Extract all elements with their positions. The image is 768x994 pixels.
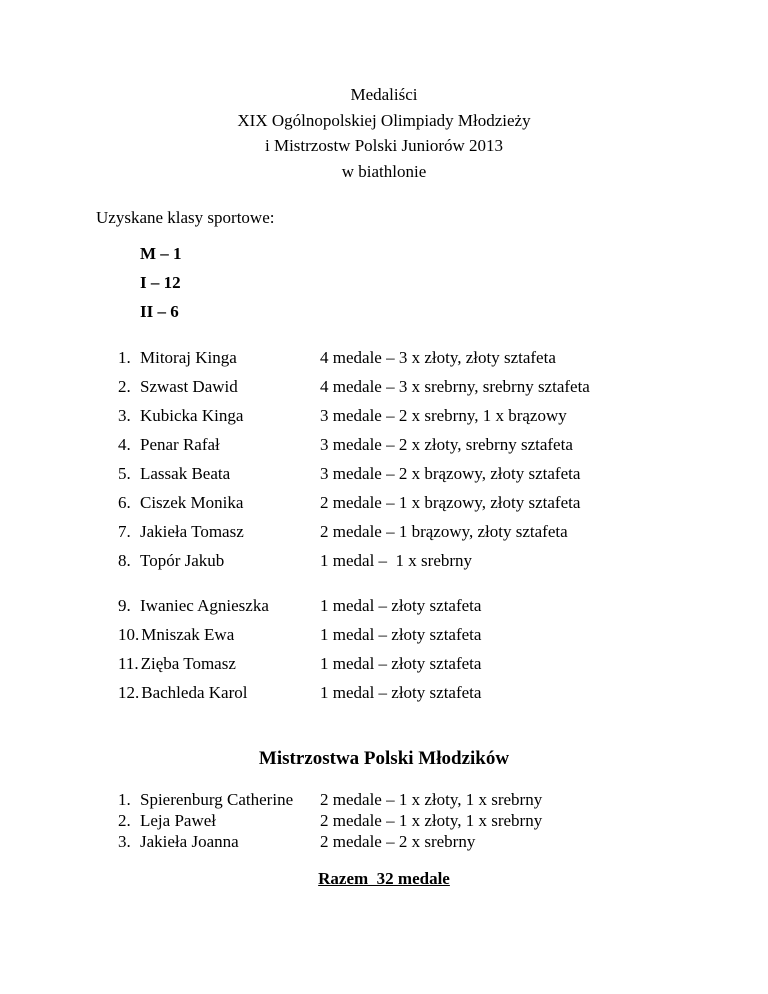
medalist-row	[118, 654, 672, 683]
sport-classes-list	[140, 244, 672, 322]
row-number: 11.	[118, 654, 139, 673]
title-line-4: w biathlonie	[341, 161, 427, 181]
row-number: 4.	[118, 435, 131, 454]
medalists-list	[118, 348, 672, 712]
row-number: 1.	[118, 348, 131, 367]
athlete-name: Lassak Beata	[140, 464, 231, 483]
row-number: 3.	[118, 406, 131, 425]
row-number: 2.	[118, 811, 131, 830]
medalist-row	[118, 596, 672, 625]
medal-result: 2 medale – 1 x brązowy, złoty sztafeta	[320, 493, 581, 512]
medal-result: 4 medale – 3 x srebrny, srebrny sztafeta	[320, 377, 590, 396]
medalist-row	[118, 406, 672, 435]
medal-result: 1 medal – złoty sztafeta	[320, 654, 482, 673]
medal-result: 1 medal – złoty sztafeta	[320, 596, 482, 615]
athlete-name: Mitoraj Kinga	[140, 348, 237, 367]
medal-result: 1 medal – złoty sztafeta	[320, 625, 482, 644]
medalist-row	[118, 493, 672, 522]
athlete-name: Zięba Tomasz	[140, 654, 236, 673]
athlete-name: Iwaniec Agnieszka	[140, 596, 269, 615]
athlete-name: Ciszek Monika	[140, 493, 244, 512]
row-number: 2.	[118, 377, 131, 396]
medalist-row	[118, 464, 672, 493]
medal-result: 3 medale – 2 x złoty, srebrny sztafeta	[320, 435, 573, 454]
document-title	[96, 82, 672, 184]
medalist-row	[118, 348, 672, 377]
medalist-row	[118, 435, 672, 464]
row-number: 5.	[118, 464, 131, 483]
medal-result: 1 medal – 1 x srebrny	[320, 551, 473, 570]
athlete-name: Kubicka Kinga	[140, 406, 244, 425]
athlete-name: Szwast Dawid	[140, 377, 238, 396]
medal-result: 1 medal – złoty sztafeta	[320, 683, 482, 702]
medal-result: 4 medale – 3 x złoty, złoty sztafeta	[320, 348, 556, 367]
sport-class-i: I – 12	[140, 273, 181, 292]
list-gap	[118, 580, 672, 596]
row-number: 3.	[118, 832, 131, 851]
medalist-row	[118, 790, 672, 811]
athlete-name: Spierenburg Catherine	[140, 790, 294, 809]
athlete-name: Leja Paweł	[140, 811, 216, 830]
row-number: 6.	[118, 493, 131, 512]
athlete-name: Penar Rafał	[140, 435, 220, 454]
youth-medalists-list	[118, 790, 672, 853]
row-number: 8.	[118, 551, 131, 570]
medalist-row	[118, 625, 672, 654]
row-number: 9.	[118, 596, 131, 615]
sport-classes-label: Uzyskane klasy sportowe:	[96, 208, 275, 227]
athlete-name: Jakieła Tomasz	[140, 522, 244, 541]
medal-result: 2 medale – 1 x złoty, 1 x srebrny	[320, 811, 543, 830]
athlete-name: Bachleda Karol	[141, 683, 248, 702]
athlete-name: Jakieła Joanna	[140, 832, 239, 851]
title-line-1: Medaliści	[350, 85, 418, 104]
row-number: 7.	[118, 522, 131, 541]
medal-result: 2 medale – 1 brązowy, złoty sztafeta	[320, 522, 568, 541]
medal-result: 3 medale – 2 x brązowy, złoty sztafeta	[320, 464, 581, 483]
youth-championship-title: Mistrzostwa Polski Młodzików	[258, 748, 510, 769]
sport-class-m: M – 1	[140, 244, 182, 263]
title-line-2: XIX Ogólnopolskiej Olimpiady Młodzieży	[237, 110, 531, 130]
medalist-row	[118, 377, 672, 406]
medalist-row	[118, 522, 672, 551]
row-number: 1.	[118, 790, 131, 809]
medalist-row	[118, 811, 672, 832]
medalist-row	[118, 551, 672, 580]
medalist-row	[118, 683, 672, 712]
medal-result: 2 medale – 2 x srebrny	[320, 832, 476, 851]
athlete-name: Topór Jakub	[140, 551, 225, 570]
sport-class-ii: II – 6	[140, 302, 179, 321]
title-line-3: i Mistrzostw Polski Juniorów 2013	[264, 136, 504, 155]
row-number: 10.	[118, 625, 140, 644]
medalist-row	[118, 832, 672, 853]
medal-result: 2 medale – 1 x złoty, 1 x srebrny	[320, 790, 543, 809]
total-medals: Razem 32 medale	[318, 869, 450, 888]
row-number: 12.	[118, 683, 140, 702]
athlete-name: Mniszak Ewa	[141, 625, 235, 644]
medal-result: 3 medale – 2 x srebrny, 1 x brązowy	[320, 406, 567, 425]
